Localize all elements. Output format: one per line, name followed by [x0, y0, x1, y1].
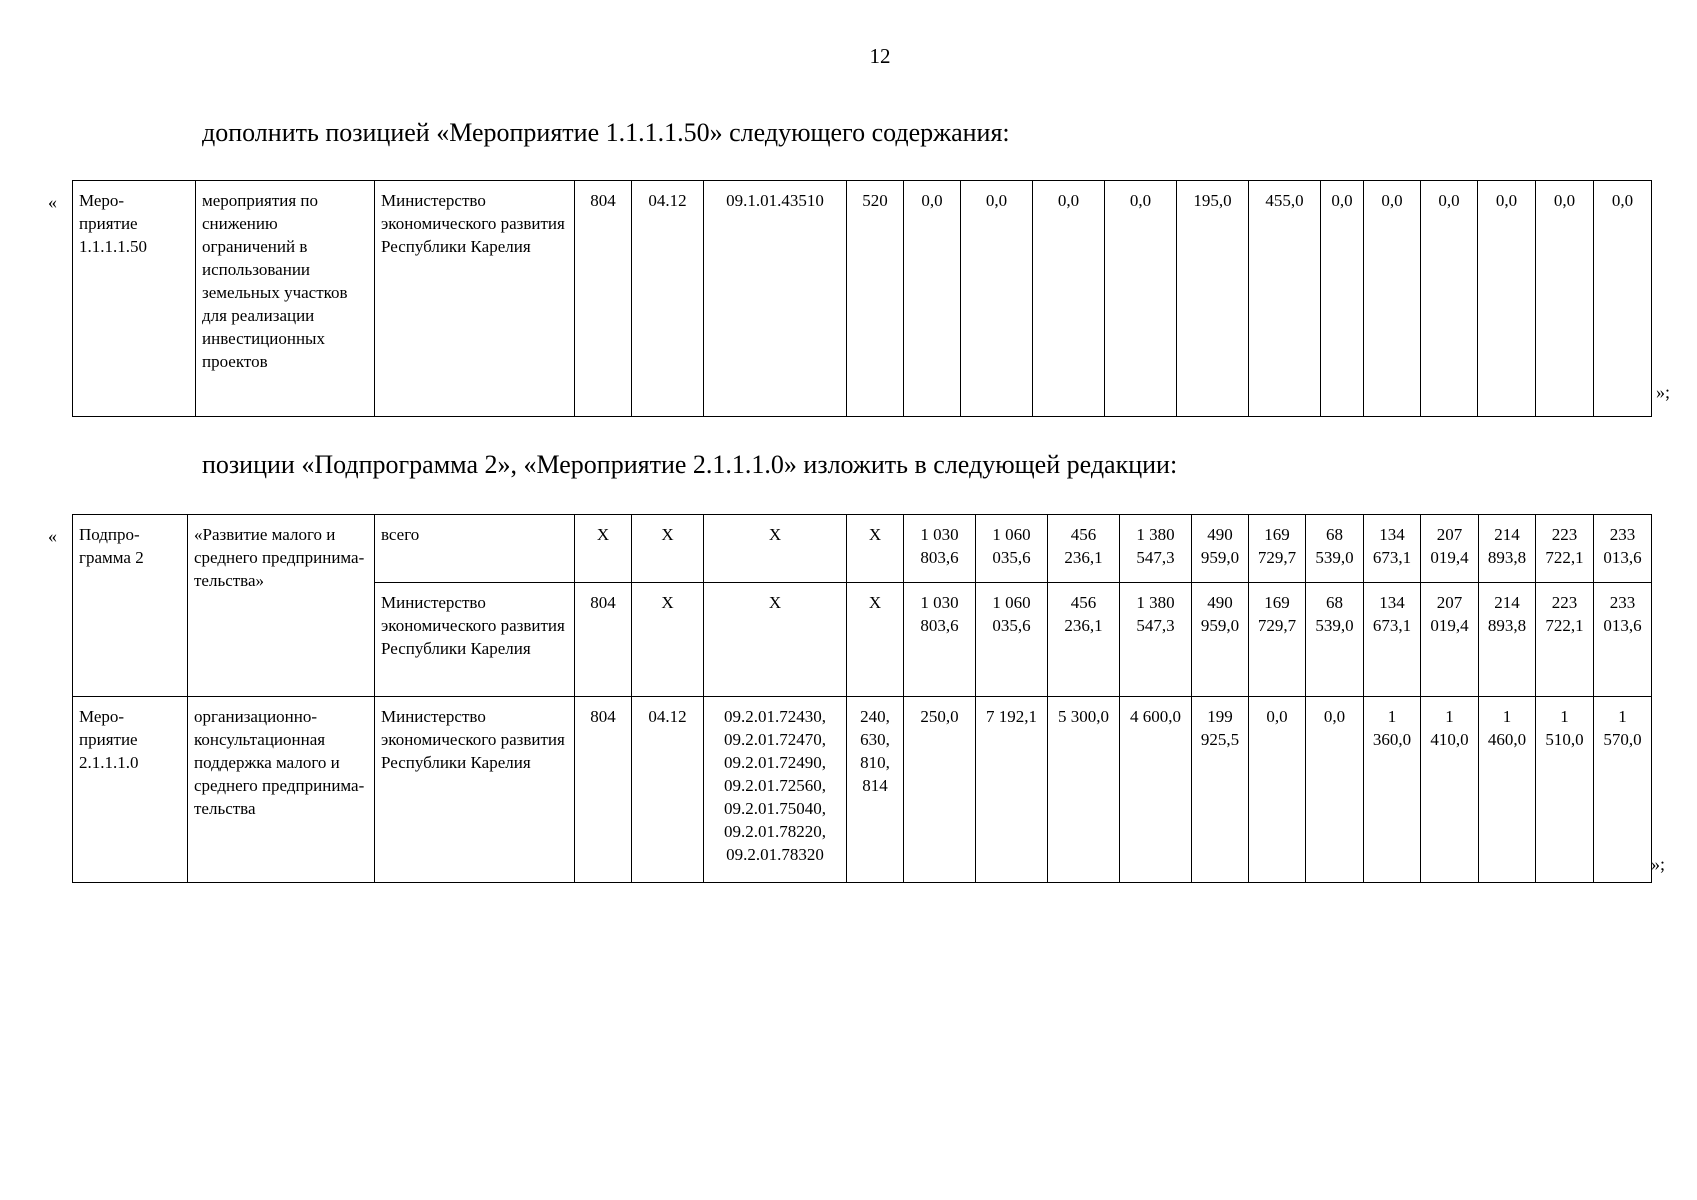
quote-open-2: « — [48, 526, 57, 546]
vr-cell: 520 — [847, 181, 904, 417]
name-cell: мероприятия по снижению ограничений в использовании земельных участков для реализации инвестиционных проектов — [196, 181, 375, 417]
value-cell: 455,0 — [1249, 181, 1321, 417]
grbs-cell: 804 — [575, 697, 632, 883]
executor-cell: Министерство экономического развития Республики Карелия — [375, 181, 575, 417]
value-cell: 490 959,0 — [1192, 515, 1249, 583]
status-cell: Меро- приятие 1.1.1.1.50 — [73, 181, 196, 417]
page-number: 12 — [869, 44, 891, 68]
rzpr-cell: 04.12 — [632, 181, 704, 417]
value-cell: 0,0 — [1364, 181, 1421, 417]
value-cell: 195,0 — [1177, 181, 1249, 417]
value-cell: 169 729,7 — [1249, 515, 1306, 583]
value-cell: 134 673,1 — [1364, 515, 1421, 583]
table-row — [73, 515, 1652, 583]
rzpr-cell: X — [632, 583, 704, 697]
value-cell: 0,0 — [1594, 181, 1652, 417]
executor-cell: Министерство экономического развития Республики Карелия — [375, 697, 575, 883]
value-cell: 250,0 — [904, 697, 976, 883]
value-cell: 0,0 — [1421, 181, 1478, 417]
quote-close-1: »; — [1656, 382, 1671, 402]
csr-cell: X — [704, 583, 847, 697]
value-cell: 233 013,6 — [1594, 515, 1652, 583]
csr-cell: 09.1.01.43510 — [704, 181, 847, 417]
value-cell: 68 539,0 — [1306, 515, 1364, 583]
value-cell: 68 539,0 — [1306, 583, 1364, 697]
grbs-cell: 804 — [575, 181, 632, 417]
value-cell: 1 460,0 — [1479, 697, 1536, 883]
value-cell: 0,0 — [1478, 181, 1536, 417]
status-cell: Меро- приятие 2.1.1.1.0 — [73, 697, 188, 883]
value-cell: 0,0 — [1321, 181, 1364, 417]
grbs-cell: 804 — [575, 583, 632, 697]
quote-close-2: »; — [1651, 854, 1666, 874]
value-cell: 207 019,4 — [1421, 515, 1479, 583]
paragraph-add-position: дополнить позицией «Мероприятие 1.1.1.1.50» следующего содержания: — [202, 118, 1010, 147]
value-cell: 0,0 — [904, 181, 961, 417]
name-cell: «Развитие малого и среднего предпринима- тельства» — [188, 515, 375, 697]
table-row — [73, 697, 1652, 883]
rzpr-cell: 04.12 — [632, 697, 704, 883]
value-cell: 1 510,0 — [1536, 697, 1594, 883]
value-cell: 0,0 — [1306, 697, 1364, 883]
value-cell: 0,0 — [961, 181, 1033, 417]
table-measure-1-1-1-1-50 — [72, 180, 1652, 417]
value-cell: 1 060 035,6 — [976, 583, 1048, 697]
quote-open-1: « — [48, 192, 57, 212]
paragraph-restate-positions: позиции «Подпрограмма 2», «Мероприятие 2.1.1.1.0» изложить в следующей редакции: — [202, 450, 1178, 479]
vr-cell: X — [847, 583, 904, 697]
rzpr-cell: X — [632, 515, 704, 583]
value-cell: 1 570,0 — [1594, 697, 1652, 883]
value-cell: 456 236,1 — [1048, 515, 1120, 583]
value-cell: 214 893,8 — [1479, 515, 1536, 583]
value-cell: 456 236,1 — [1048, 583, 1120, 697]
value-cell: 1 380 547,3 — [1120, 583, 1192, 697]
value-cell: 233 013,6 — [1594, 583, 1652, 697]
value-cell: 169 729,7 — [1249, 583, 1306, 697]
grbs-cell: X — [575, 515, 632, 583]
value-cell: 134 673,1 — [1364, 583, 1421, 697]
value-cell: 223 722,1 — [1536, 515, 1594, 583]
value-cell: 0,0 — [1249, 697, 1306, 883]
value-cell: 7 192,1 — [976, 697, 1048, 883]
vr-cell: 240, 630, 810, 814 — [847, 697, 904, 883]
executor-cell: Министерство экономического развития Республики Карелия — [375, 583, 575, 697]
value-cell: 199 925,5 — [1192, 697, 1249, 883]
value-cell: 214 893,8 — [1479, 583, 1536, 697]
table-subprogram-2 — [72, 514, 1652, 883]
value-cell: 1 030 803,6 — [904, 515, 976, 583]
value-cell: 223 722,1 — [1536, 583, 1594, 697]
value-cell: 0,0 — [1536, 181, 1594, 417]
csr-cell: X — [704, 515, 847, 583]
name-cell: организационно- консультационная поддержка малого и среднего предпринима- тельства — [188, 697, 375, 883]
value-cell: 4 600,0 — [1120, 697, 1192, 883]
value-cell: 5 300,0 — [1048, 697, 1120, 883]
value-cell: 0,0 — [1105, 181, 1177, 417]
value-cell: 0,0 — [1033, 181, 1105, 417]
value-cell: 1 410,0 — [1421, 697, 1479, 883]
value-cell: 1 380 547,3 — [1120, 515, 1192, 583]
executor-cell: всего — [375, 515, 575, 583]
value-cell: 1 030 803,6 — [904, 583, 976, 697]
status-cell: Подпро- грамма 2 — [73, 515, 188, 697]
value-cell: 1 060 035,6 — [976, 515, 1048, 583]
value-cell: 490 959,0 — [1192, 583, 1249, 697]
value-cell: 1 360,0 — [1364, 697, 1421, 883]
vr-cell: X — [847, 515, 904, 583]
table-row — [73, 181, 1652, 417]
value-cell: 207 019,4 — [1421, 583, 1479, 697]
csr-cell: 09.2.01.72430, 09.2.01.72470, 09.2.01.72490, 09.2.01.72560, 09.2.01.75040, 09.2.01.78220, 09.2.01.78320 — [704, 697, 847, 883]
